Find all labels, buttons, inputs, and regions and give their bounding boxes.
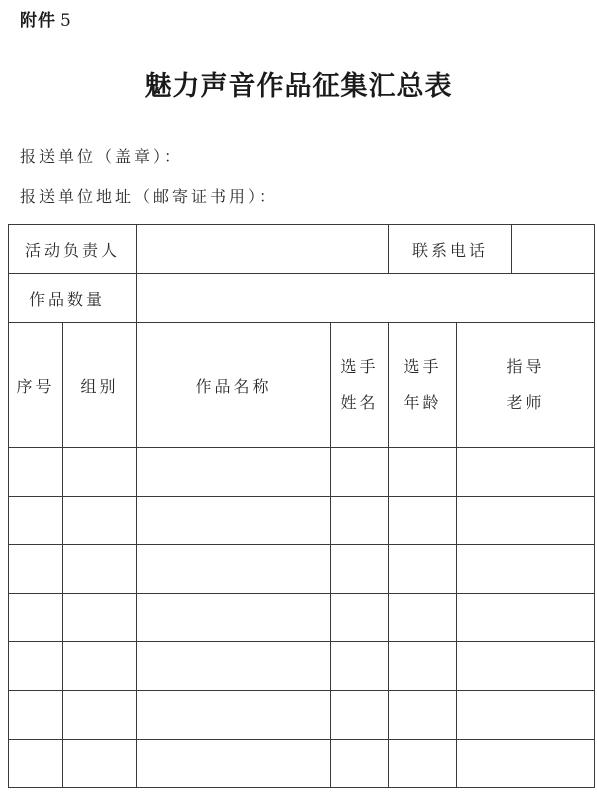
- seq-cell[interactable]: [9, 593, 63, 642]
- work-name-cell[interactable]: [137, 642, 331, 691]
- header-player-name: [331, 323, 389, 448]
- teacher-cell[interactable]: [457, 593, 595, 642]
- header-player-name-line1: 选手: [340, 357, 379, 376]
- seq-cell[interactable]: [9, 739, 63, 788]
- phone-label: 联系电话: [389, 225, 512, 274]
- player-age-cell[interactable]: [389, 642, 457, 691]
- player-name-cell[interactable]: [331, 448, 389, 497]
- leader-row: [9, 225, 595, 274]
- header-player-age-line2: 年龄: [403, 393, 442, 412]
- column-header-row: [9, 323, 595, 448]
- group-cell[interactable]: [63, 496, 137, 545]
- table-row: [9, 496, 595, 545]
- table-row: [9, 545, 595, 594]
- header-seq: 序号: [9, 323, 63, 448]
- group-cell[interactable]: [63, 593, 137, 642]
- header-teacher: [457, 323, 595, 448]
- teacher-cell[interactable]: [457, 448, 595, 497]
- player-name-cell[interactable]: [331, 496, 389, 545]
- work-name-cell[interactable]: [137, 496, 331, 545]
- teacher-cell[interactable]: [457, 545, 595, 594]
- teacher-cell[interactable]: [457, 642, 595, 691]
- player-age-cell[interactable]: [389, 448, 457, 497]
- table-row: [9, 690, 595, 739]
- group-cell[interactable]: [63, 448, 137, 497]
- group-cell[interactable]: [63, 642, 137, 691]
- seq-cell[interactable]: [9, 642, 63, 691]
- submission-table: [8, 224, 595, 788]
- work-name-cell[interactable]: [137, 545, 331, 594]
- teacher-cell[interactable]: [457, 496, 595, 545]
- group-cell[interactable]: [63, 545, 137, 594]
- attachment-number: 5: [60, 11, 72, 31]
- header-player-age: [389, 323, 457, 448]
- player-age-cell[interactable]: [389, 593, 457, 642]
- player-age-cell[interactable]: [389, 496, 457, 545]
- header-player-name-line2: 姓名: [340, 393, 379, 412]
- table-row: [9, 448, 595, 497]
- seq-cell[interactable]: [9, 690, 63, 739]
- player-name-cell[interactable]: [331, 739, 389, 788]
- page-title: 魅力声音作品征集汇总表: [144, 71, 453, 102]
- leader-input-cell[interactable]: [137, 225, 389, 274]
- phone-input-cell[interactable]: [512, 225, 595, 274]
- leader-label: 活动负责人: [9, 225, 137, 274]
- table-row: [9, 739, 595, 788]
- count-input-cell[interactable]: [137, 274, 595, 323]
- player-name-cell[interactable]: [331, 593, 389, 642]
- teacher-cell[interactable]: [457, 690, 595, 739]
- player-age-cell[interactable]: [389, 739, 457, 788]
- player-name-cell[interactable]: [331, 690, 389, 739]
- header-teacher-line2: 老师: [506, 393, 545, 412]
- teacher-cell[interactable]: [457, 739, 595, 788]
- table-row: [9, 642, 595, 691]
- player-name-cell[interactable]: [331, 545, 389, 594]
- work-name-cell[interactable]: [137, 448, 331, 497]
- seq-cell[interactable]: [9, 545, 63, 594]
- attachment-text: 附件: [20, 11, 56, 31]
- group-cell[interactable]: [63, 739, 137, 788]
- attachment-label: [20, 6, 72, 31]
- seq-cell[interactable]: [9, 448, 63, 497]
- header-work-name: 作品名称: [137, 323, 331, 448]
- player-age-cell[interactable]: [389, 690, 457, 739]
- seq-cell[interactable]: [9, 496, 63, 545]
- header-player-age-line1: 选手: [403, 357, 442, 376]
- unit-field-label: 报送单位（盖章）：: [20, 147, 184, 166]
- count-label: 作品数量: [9, 274, 137, 323]
- table-row: [9, 593, 595, 642]
- header-group: 组别: [63, 323, 137, 448]
- group-cell[interactable]: [63, 690, 137, 739]
- work-name-cell[interactable]: [137, 690, 331, 739]
- address-field-label: 报送单位地址（邮寄证书用）：: [20, 187, 279, 206]
- header-teacher-line1: 指导: [506, 357, 545, 376]
- player-name-cell[interactable]: [331, 642, 389, 691]
- count-row: [9, 274, 595, 323]
- work-name-cell[interactable]: [137, 593, 331, 642]
- work-name-cell[interactable]: [137, 739, 331, 788]
- player-age-cell[interactable]: [389, 545, 457, 594]
